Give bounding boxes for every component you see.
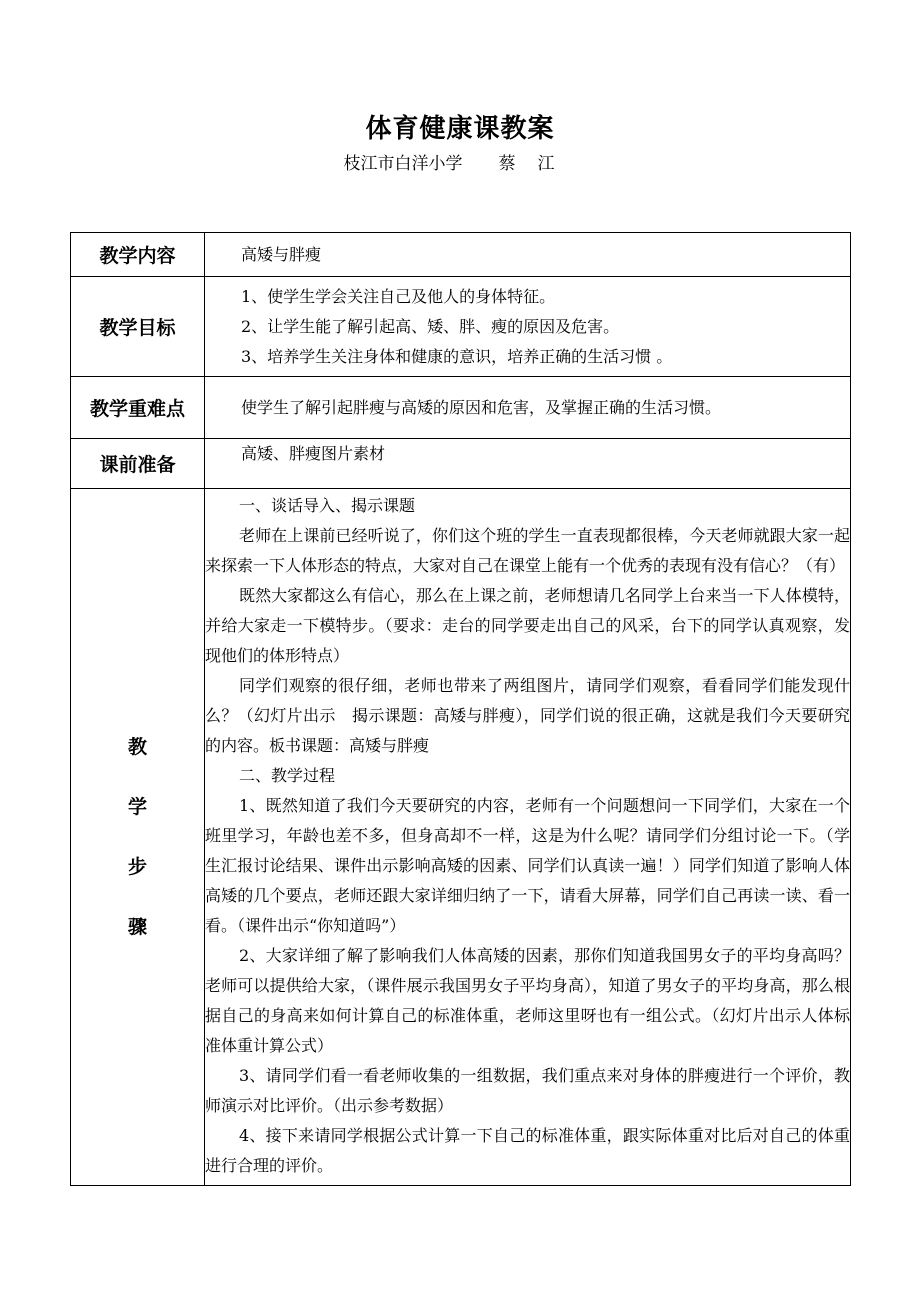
row-steps — [71, 489, 851, 1186]
row-content — [71, 233, 851, 277]
preparation-text: 高矮、胖瘦图片素材 — [241, 444, 386, 463]
row-key-points — [71, 377, 851, 439]
document-title: 体育健康课教案 — [365, 114, 555, 144]
step-paragraph: 3、请同学们看一看老师收集的一组数据，我们重点来对身体的胖瘦进行一个评价，教师演示对比评价。（出示参考数据） — [205, 1066, 850, 1115]
value-goals — [205, 277, 851, 377]
label-steps — [71, 489, 205, 1186]
step-paragraph: 既然大家都这么有信心，那么在上课之前，老师想请几名同学上台来当一下人体模特，并给大家走一下模特步。（要求：走台的同学要走出自己的风采，台下的同学认真观察，发现他们的体形特点） — [205, 586, 850, 665]
steps-label-char: 步 — [127, 856, 147, 878]
goal-item: 1、使学生学会关注自己及他人的身体特征。 — [241, 286, 556, 306]
label-key-points: 教学重难点 — [71, 377, 205, 439]
step-paragraph: 1、既然知道了我们今天要研究的内容，老师有一个问题想问一下同学们，大家在一个班里学习，年龄也差不多，但身高却不一样，这是为什么呢？请同学们分组讨论一下。（学生汇报讨论结果、课件出示影响高矮的因素、同学们认真读一遍！）同学们知道了影响人体高矮的几个要点，老师还跟大家详细归纳了一下，请看大屏幕，同学们自己再读一读、看一看。（课件出示“你知道吗”） — [205, 796, 850, 935]
goal-item: 3、培养学生关注身体和健康的意识，培养正确的生活习惯 。 — [241, 346, 673, 366]
label-content: 教学内容 — [71, 233, 205, 277]
lesson-plan-table — [70, 232, 851, 1186]
step-paragraph: 4、接下来请同学根据公式计算一下自己的标准体重，跟实际体重对比后对自己的体重进行合理的评价。 — [205, 1126, 850, 1175]
step-paragraph: 老师在上课前已经听说了，你们这个班的学生一直表现都很棒，今天老师就跟大家一起来探索一下人体形态的特点，大家对自己在课堂上能有一个优秀的表现有没有信心？（有） — [205, 526, 850, 575]
step-paragraph: 2、大家详细了解了影响我们人体高矮的因素，那你们知道我国男女子的平均身高吗？老师可以提供给大家，（课件展示我国男女子平均身高），知道了男女子的平均身高，那么根据自己的身高来如何计算自己的标准体重，老师这里呀也有一组公式。（幻灯片出示人体标准体重计算公式） — [205, 946, 850, 1055]
step-heading: 二、教学过程 — [239, 766, 336, 785]
steps-label-char: 教 — [127, 736, 147, 758]
value-steps — [205, 489, 851, 1186]
value-content — [205, 233, 851, 277]
steps-label-char: 学 — [127, 796, 147, 818]
step-paragraph: 同学们观察的很仔细，老师也带来了两组图片，请同学们观察，看看同学们能发现什么？（幻灯片出示 揭示课题：高矮与胖瘦），同学们说的很正确，这就是我们今天要研究的内容。板书课题：高矮与胖瘦 — [205, 676, 850, 755]
label-preparation: 课前准备 — [71, 439, 205, 489]
row-goals — [71, 277, 851, 377]
step-heading: 一、谈话导入、揭示课题 — [239, 496, 416, 515]
steps-label-char: 骤 — [127, 916, 147, 938]
value-key-points — [205, 377, 851, 439]
document-subtitle — [0, 149, 920, 174]
key-points-text: 使学生了解引起胖瘦与高矮的原因和危害，及掌握正确的生活习惯。 — [241, 397, 722, 417]
author-name: 蔡江 — [498, 154, 577, 174]
goal-item: 2、让学生能了解引起高、矮、胖、瘦的原因及危害。 — [241, 316, 620, 336]
value-preparation — [205, 439, 851, 489]
row-preparation — [71, 439, 851, 489]
label-goals: 教学目标 — [71, 277, 205, 377]
content-text: 高矮与胖瘦 — [241, 244, 322, 264]
school-name: 枝江市白洋小学 — [343, 154, 463, 174]
